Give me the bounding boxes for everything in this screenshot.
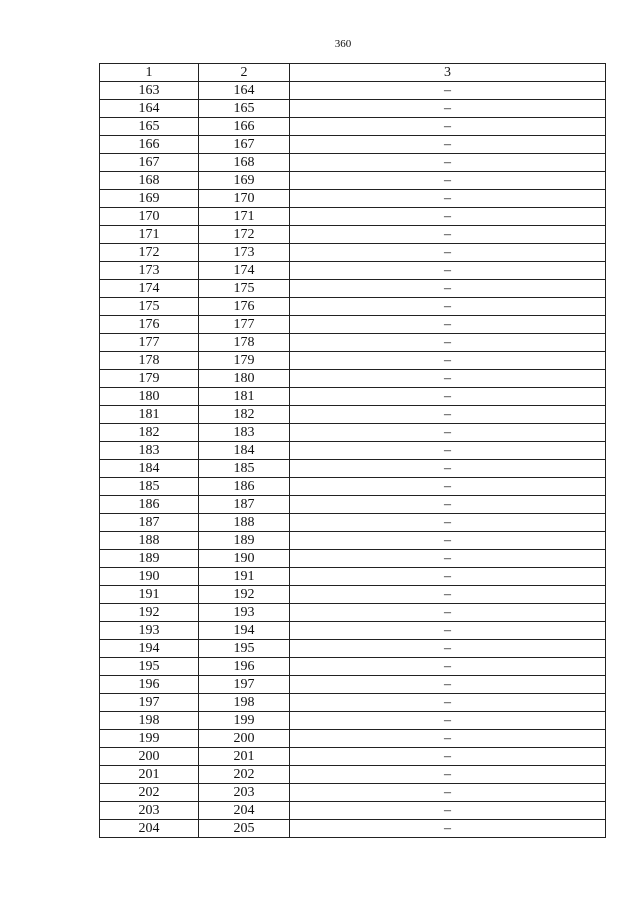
table-row bbox=[100, 748, 606, 766]
table-cell-col3: – bbox=[290, 424, 606, 442]
table-cell-col2: 199 bbox=[199, 712, 290, 730]
table-cell-col3: – bbox=[290, 82, 606, 100]
table-cell-col2: 203 bbox=[199, 784, 290, 802]
table-cell-col2: 187 bbox=[199, 496, 290, 514]
table-cell-col2: 180 bbox=[199, 370, 290, 388]
table-cell-col3: – bbox=[290, 136, 606, 154]
table-cell-col3: – bbox=[290, 496, 606, 514]
table-row bbox=[100, 820, 606, 838]
table-cell-col2: 171 bbox=[199, 208, 290, 226]
table-cell-col2: 181 bbox=[199, 388, 290, 406]
table-cell-col3: – bbox=[290, 640, 606, 658]
table-cell-col1: 185 bbox=[100, 478, 199, 496]
table-cell-col1: 179 bbox=[100, 370, 199, 388]
table-cell-col2: 184 bbox=[199, 442, 290, 460]
table-row bbox=[100, 676, 606, 694]
table-cell-col3: – bbox=[290, 784, 606, 802]
table-cell-col2: 177 bbox=[199, 316, 290, 334]
table-row bbox=[100, 496, 606, 514]
table-cell-col1: 170 bbox=[100, 208, 199, 226]
table-cell-col1: 183 bbox=[100, 442, 199, 460]
table-cell-col1: 200 bbox=[100, 748, 199, 766]
table-cell-col2: 205 bbox=[199, 820, 290, 838]
page-number: 360 bbox=[334, 38, 352, 50]
table-cell-col1: 198 bbox=[100, 712, 199, 730]
table-row bbox=[100, 478, 606, 496]
table-cell-col1: 186 bbox=[100, 496, 199, 514]
table-cell-col1: 165 bbox=[100, 118, 199, 136]
table-cell-col1: 175 bbox=[100, 298, 199, 316]
table-cell-col3: – bbox=[290, 694, 606, 712]
table-cell-col1: 178 bbox=[100, 352, 199, 370]
table-cell-col3: – bbox=[290, 118, 606, 136]
table-cell-col2: 190 bbox=[199, 550, 290, 568]
column-header-3: 3 bbox=[290, 64, 606, 82]
table-cell-col1: 182 bbox=[100, 424, 199, 442]
table-cell-col1: 197 bbox=[100, 694, 199, 712]
table-cell-col3: – bbox=[290, 622, 606, 640]
table-cell-col3: – bbox=[290, 388, 606, 406]
table-cell-col3: – bbox=[290, 406, 606, 424]
table-row bbox=[100, 424, 606, 442]
table-cell-col1: 168 bbox=[100, 172, 199, 190]
table-row bbox=[100, 586, 606, 604]
table-cell-col3: – bbox=[290, 334, 606, 352]
table-cell-col3: – bbox=[290, 730, 606, 748]
table-cell-col2: 169 bbox=[199, 172, 290, 190]
table-cell-col1: 203 bbox=[100, 802, 199, 820]
table-cell-col3: – bbox=[290, 478, 606, 496]
table-row bbox=[100, 640, 606, 658]
table-row bbox=[100, 298, 606, 316]
table-cell-col1: 172 bbox=[100, 244, 199, 262]
table-cell-col2: 173 bbox=[199, 244, 290, 262]
table-cell-col2: 172 bbox=[199, 226, 290, 244]
table-row bbox=[100, 244, 606, 262]
table-row bbox=[100, 370, 606, 388]
table-cell-col3: – bbox=[290, 316, 606, 334]
table-cell-col1: 194 bbox=[100, 640, 199, 658]
table-row bbox=[100, 802, 606, 820]
table-cell-col1: 171 bbox=[100, 226, 199, 244]
table-row bbox=[100, 784, 606, 802]
table-row bbox=[100, 514, 606, 532]
table-cell-col2: 191 bbox=[199, 568, 290, 586]
table-cell-col3: – bbox=[290, 298, 606, 316]
table-cell-col2: 179 bbox=[199, 352, 290, 370]
table-row bbox=[100, 226, 606, 244]
table-cell-col3: – bbox=[290, 208, 606, 226]
data-table bbox=[99, 63, 606, 838]
table-cell-col1: 191 bbox=[100, 586, 199, 604]
table-cell-col2: 188 bbox=[199, 514, 290, 532]
table-cell-col1: 166 bbox=[100, 136, 199, 154]
table-cell-col2: 192 bbox=[199, 586, 290, 604]
table-cell-col3: – bbox=[290, 820, 606, 838]
table-cell-col2: 200 bbox=[199, 730, 290, 748]
table-row bbox=[100, 568, 606, 586]
table-cell-col3: – bbox=[290, 766, 606, 784]
table-cell-col3: – bbox=[290, 568, 606, 586]
table-cell-col1: 192 bbox=[100, 604, 199, 622]
table-cell-col1: 201 bbox=[100, 766, 199, 784]
table-cell-col1: 181 bbox=[100, 406, 199, 424]
table-cell-col1: 199 bbox=[100, 730, 199, 748]
table-cell-col2: 164 bbox=[199, 82, 290, 100]
table-cell-col1: 188 bbox=[100, 532, 199, 550]
column-header-2: 2 bbox=[199, 64, 290, 82]
table-cell-col1: 189 bbox=[100, 550, 199, 568]
table-cell-col1: 176 bbox=[100, 316, 199, 334]
table-row bbox=[100, 730, 606, 748]
table-row bbox=[100, 352, 606, 370]
table-cell-col2: 185 bbox=[199, 460, 290, 478]
table-row bbox=[100, 82, 606, 100]
table-row bbox=[100, 190, 606, 208]
table-cell-col2: 195 bbox=[199, 640, 290, 658]
table-cell-col1: 184 bbox=[100, 460, 199, 478]
table-cell-col2: 170 bbox=[199, 190, 290, 208]
table-row bbox=[100, 100, 606, 118]
table-cell-col3: – bbox=[290, 190, 606, 208]
table-cell-col2: 174 bbox=[199, 262, 290, 280]
table-cell-col2: 176 bbox=[199, 298, 290, 316]
table-cell-col3: – bbox=[290, 676, 606, 694]
table-cell-col1: 195 bbox=[100, 658, 199, 676]
table-cell-col3: – bbox=[290, 604, 606, 622]
table-row bbox=[100, 388, 606, 406]
table-cell-col2: 204 bbox=[199, 802, 290, 820]
table-row bbox=[100, 766, 606, 784]
table-cell-col3: – bbox=[290, 748, 606, 766]
table-cell-col2: 186 bbox=[199, 478, 290, 496]
table-cell-col1: 167 bbox=[100, 154, 199, 172]
table-cell-col3: – bbox=[290, 280, 606, 298]
table-cell-col3: – bbox=[290, 154, 606, 172]
table-cell-col3: – bbox=[290, 370, 606, 388]
table-row bbox=[100, 712, 606, 730]
table-row bbox=[100, 622, 606, 640]
table-cell-col2: 183 bbox=[199, 424, 290, 442]
table-cell-col1: 193 bbox=[100, 622, 199, 640]
table-row bbox=[100, 172, 606, 190]
table-cell-col1: 202 bbox=[100, 784, 199, 802]
table-cell-col3: – bbox=[290, 262, 606, 280]
table-cell-col3: – bbox=[290, 100, 606, 118]
table-cell-col3: – bbox=[290, 802, 606, 820]
table-row bbox=[100, 442, 606, 460]
table-row bbox=[100, 532, 606, 550]
table-cell-col2: 175 bbox=[199, 280, 290, 298]
table-cell-col3: – bbox=[290, 352, 606, 370]
table-cell-col1: 169 bbox=[100, 190, 199, 208]
table-row bbox=[100, 460, 606, 478]
table-cell-col2: 178 bbox=[199, 334, 290, 352]
table-cell-col3: – bbox=[290, 460, 606, 478]
table-cell-col3: – bbox=[290, 226, 606, 244]
table-cell-col3: – bbox=[290, 658, 606, 676]
table-row bbox=[100, 604, 606, 622]
table-row bbox=[100, 658, 606, 676]
table-cell-col2: 198 bbox=[199, 694, 290, 712]
column-header-1: 1 bbox=[100, 64, 199, 82]
table-cell-col3: – bbox=[290, 532, 606, 550]
table-cell-col2: 194 bbox=[199, 622, 290, 640]
table-cell-col2: 167 bbox=[199, 136, 290, 154]
table-row bbox=[100, 154, 606, 172]
table-cell-col1: 190 bbox=[100, 568, 199, 586]
table-cell-col1: 187 bbox=[100, 514, 199, 532]
table-cell-col3: – bbox=[290, 550, 606, 568]
table-cell-col2: 166 bbox=[199, 118, 290, 136]
table-row bbox=[100, 208, 606, 226]
table-cell-col3: – bbox=[290, 514, 606, 532]
table-row bbox=[100, 406, 606, 424]
table-header-row bbox=[100, 64, 606, 82]
table-row bbox=[100, 694, 606, 712]
table-cell-col2: 182 bbox=[199, 406, 290, 424]
table-cell-col3: – bbox=[290, 712, 606, 730]
table-cell-col1: 174 bbox=[100, 280, 199, 298]
table-cell-col2: 196 bbox=[199, 658, 290, 676]
table-cell-col2: 193 bbox=[199, 604, 290, 622]
table-cell-col1: 180 bbox=[100, 388, 199, 406]
table-row bbox=[100, 262, 606, 280]
table-cell-col2: 165 bbox=[199, 100, 290, 118]
table-cell-col1: 164 bbox=[100, 100, 199, 118]
table-row bbox=[100, 550, 606, 568]
table-row bbox=[100, 316, 606, 334]
table-cell-col2: 168 bbox=[199, 154, 290, 172]
table-row bbox=[100, 334, 606, 352]
table-cell-col3: – bbox=[290, 586, 606, 604]
table-cell-col3: – bbox=[290, 442, 606, 460]
table-cell-col3: – bbox=[290, 244, 606, 262]
table-row bbox=[100, 118, 606, 136]
table-cell-col2: 201 bbox=[199, 748, 290, 766]
table-cell-col2: 197 bbox=[199, 676, 290, 694]
table-cell-col2: 189 bbox=[199, 532, 290, 550]
table-row bbox=[100, 136, 606, 154]
table-cell-col1: 196 bbox=[100, 676, 199, 694]
table-cell-col1: 163 bbox=[100, 82, 199, 100]
table-row bbox=[100, 280, 606, 298]
table-cell-col1: 173 bbox=[100, 262, 199, 280]
table-cell-col3: – bbox=[290, 172, 606, 190]
table-cell-col2: 202 bbox=[199, 766, 290, 784]
table-cell-col1: 204 bbox=[100, 820, 199, 838]
table-cell-col1: 177 bbox=[100, 334, 199, 352]
